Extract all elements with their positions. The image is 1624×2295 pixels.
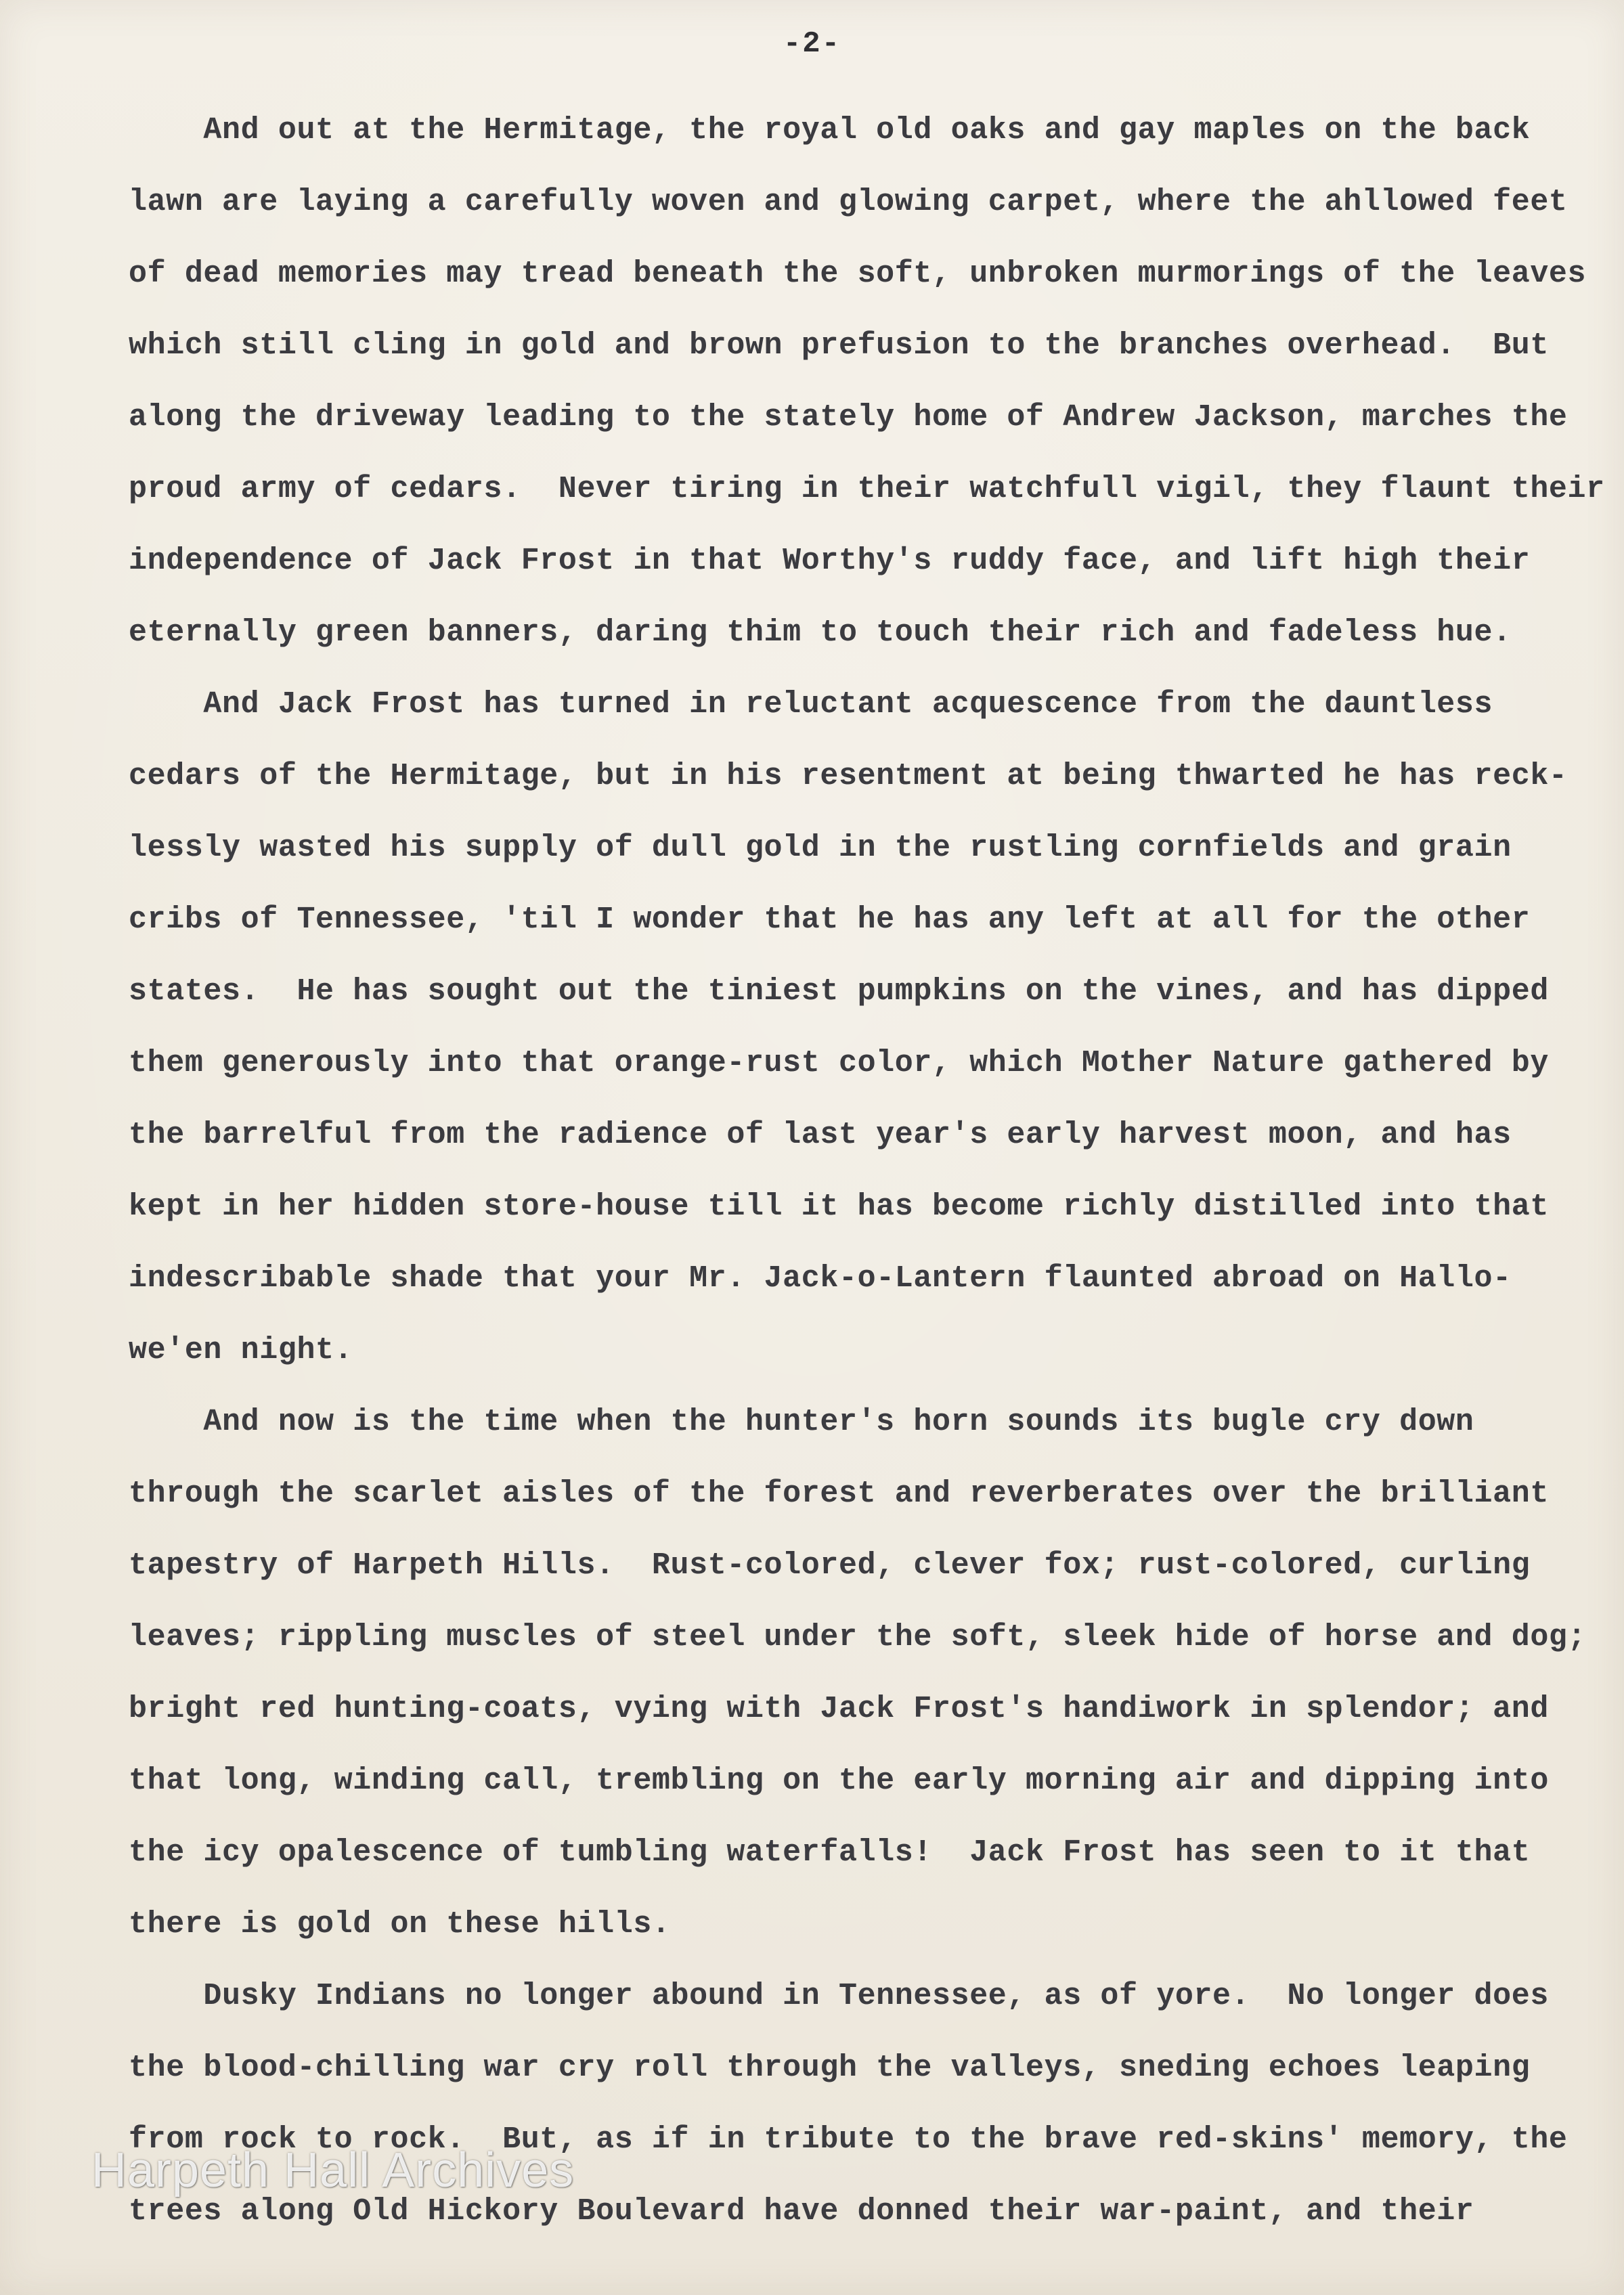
body-text bbox=[129, 95, 1605, 2248]
text-line: eternally green banners, daring thim to touch their rich and fadeless hue. bbox=[129, 615, 1512, 650]
text-line: indescribable shade that your Mr. Jack-o-Lantern flaunted abroad on Hallo- bbox=[129, 1261, 1512, 1296]
text-line: cribs of Tennessee, 'til I wonder that he has any left at all for the other bbox=[129, 902, 1531, 937]
text-line: of dead memories may tread beneath the soft, unbroken murmorings of the leaves bbox=[129, 257, 1587, 291]
text-line: them generously into that orange-rust color, which Mother Nature gathered by bbox=[129, 1046, 1549, 1080]
text-line: the icy opalescence of tumbling waterfalls! Jack Frost has seen to it that bbox=[129, 1835, 1531, 1870]
text-line: states. He has sought out the tiniest pumpkins on the vines, and has dipped bbox=[129, 974, 1549, 1009]
text-line: there is gold on these hills. bbox=[129, 1907, 671, 1942]
page-number: -2- bbox=[783, 27, 841, 61]
text-line: leaves; rippling muscles of steel under the soft, sleek hide of horse and dog; bbox=[129, 1620, 1587, 1655]
text-line: independence of Jack Frost in that Worthy's ruddy face, and lift high their bbox=[129, 544, 1531, 578]
text-line: the barrelful from the radience of last year's early harvest moon, and has bbox=[129, 1118, 1512, 1152]
text-line: And Jack Frost has turned in reluctant acquescence from the dauntless bbox=[129, 687, 1493, 722]
text-line: trees along Old Hickory Boulevard have donned their war-paint, and their bbox=[129, 2194, 1474, 2229]
text-line: that long, winding call, trembling on the early morning air and dipping into bbox=[129, 1764, 1549, 1798]
text-line: kept in her hidden store-house till it has become richly distilled into that bbox=[129, 1189, 1549, 1224]
text-line: the blood-chilling war cry roll through the valleys, sneding echoes leaping bbox=[129, 2051, 1531, 2085]
text-line: from rock to rock. But, as if in tribute to the brave red-skins' memory, the bbox=[129, 2122, 1568, 2157]
text-line: And now is the time when the hunter's horn sounds its bugle cry down bbox=[129, 1405, 1474, 1439]
text-line: bright red hunting-coats, vying with Jack Frost's handiwork in splendor; and bbox=[129, 1692, 1549, 1726]
text-line: tapestry of Harpeth Hills. Rust-colored, clever fox; rust-colored, curling bbox=[129, 1548, 1531, 1583]
text-line: which still cling in gold and brown prefusion to the branches overhead. But bbox=[129, 328, 1549, 363]
text-line: proud army of cedars. Never tiring in their watchfull vigil, they flaunt their bbox=[129, 472, 1605, 506]
text-line: through the scarlet aisles of the forest and reverberates over the brilliant bbox=[129, 1477, 1549, 1511]
text-line: we'en night. bbox=[129, 1333, 353, 1368]
text-line: Dusky Indians no longer abound in Tennessee, as of yore. No longer does bbox=[129, 1979, 1549, 2013]
text-line: along the driveway leading to the stately home of Andrew Jackson, marches the bbox=[129, 400, 1568, 435]
archive-watermark: Harpeth Hall Archives bbox=[91, 2143, 575, 2198]
text-line: lessly wasted his supply of dull gold in the rustling cornfields and grain bbox=[129, 831, 1512, 865]
text-line: And out at the Hermitage, the royal old oaks and gay maples on the back bbox=[129, 113, 1531, 148]
text-line: lawn are laying a carefully woven and glowing carpet, where the ahllowed feet bbox=[129, 185, 1568, 219]
text-line: cedars of the Hermitage, but in his resentment at being thwarted he has reck- bbox=[129, 759, 1568, 793]
